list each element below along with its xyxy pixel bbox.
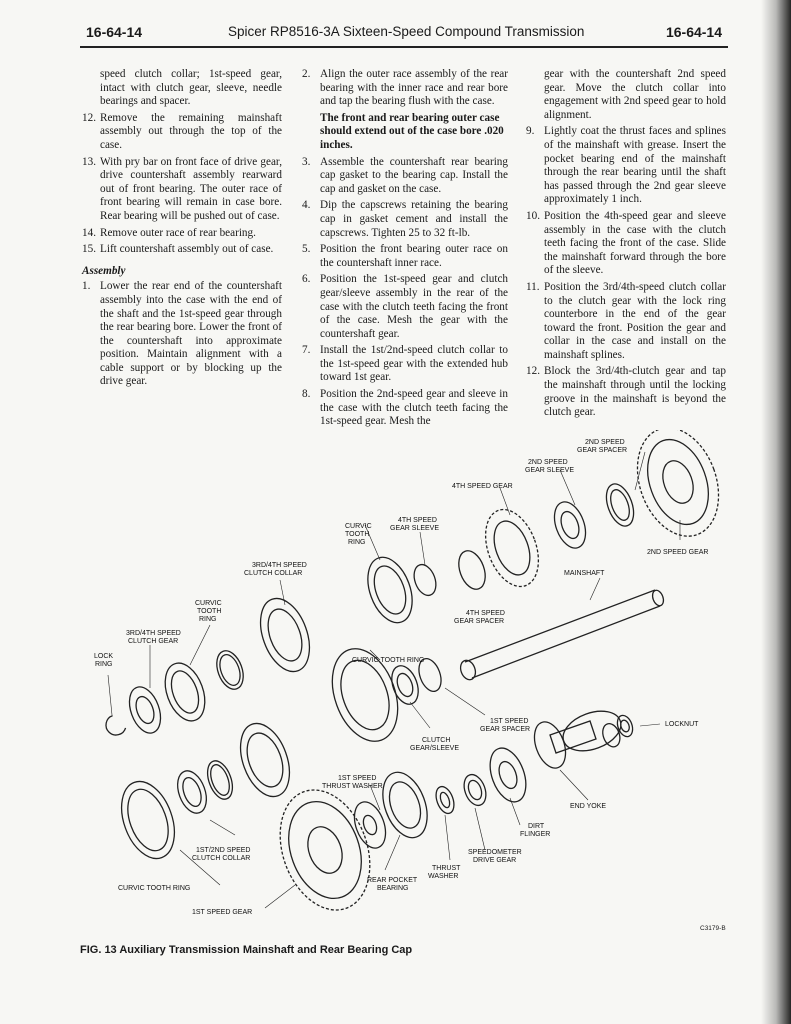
- label-curvic-tooth-ring-top: CURVIC TOOTH RING: [345, 523, 372, 546]
- leader-lines: [108, 452, 680, 908]
- label-3rd-4th-clutch-collar: 3RD/4TH SPEED CLUTCH COLLAR: [244, 562, 307, 577]
- assembly-step-6: 6. Position the 1st-speed gear and clutch gear/sleeve assembly in the rear of the case with the clutch teeth facing the front of the case. Mesh the gear with the countershaft gear.: [302, 273, 508, 340]
- first-speed-gear-part: [264, 777, 385, 922]
- rear-pocket-bearing-part: [375, 766, 436, 844]
- label-curvic-tooth-ring-left: CURVIC TOOTH RING: [195, 600, 222, 623]
- curvic-ring-gear-bottom-part: [231, 717, 298, 803]
- clutch-gear-sleeve-part: [387, 662, 423, 708]
- label-1st-speed-thrust-washer: 1ST SPEED THRUST WASHER: [322, 775, 383, 790]
- assembly-step-12: 12. Block the 3rd/4th-clutch gear and tap the mainshaft through until the locking groove in the mainshaft is beyond the clutch gear.: [526, 365, 726, 419]
- end-yoke-part: [529, 704, 627, 773]
- gear-spacer-4-part: [454, 547, 490, 593]
- curvic-tooth-ring-bottom-part: [112, 774, 184, 866]
- mainshaft-part: [458, 589, 665, 682]
- snap-ring-bottom-part: [203, 757, 237, 802]
- assembly-step-5: 5. Position the front bearing outer race on the countershaft inner race.: [302, 243, 508, 269]
- step-14: 14. Remove outer race of rear bearing.: [82, 226, 256, 239]
- dirt-flinger-part: [483, 743, 532, 807]
- label-rear-pocket-bearing: REAR POCKET BEARING: [367, 877, 418, 892]
- collar-34-part: [158, 658, 212, 727]
- label-2nd-speed-gear-spacer: 2ND SPEED GEAR SPACER: [577, 439, 628, 454]
- thrust-washer-part: [433, 784, 458, 816]
- assembly-step-2: 2. Align the outer race assembly of the rear bearing with the inner race and rear bore and tap the bearing flush with the case.: [302, 68, 508, 108]
- label-1st-2nd-clutch-collar: 1ST/2ND SPEED CLUTCH COLLAR: [192, 847, 251, 862]
- snap-ring-mid-part: [212, 647, 248, 693]
- speedometer-drive-gear-part: [460, 772, 490, 809]
- label-locknut: LOCKNUT: [665, 721, 699, 728]
- assembly-step-10: 10. Position the 4th-speed gear and sleeve assembly in the case with the clutch teeth facing the front of the case. Slide the mainshaft forward through the bore of the sleeve.: [526, 209, 726, 277]
- label-curvic-tooth-ring-bottom: CURVIC TOOTH RING: [118, 885, 191, 892]
- figure-code: C3179-B: [700, 925, 726, 932]
- label-1st-speed-gear: 1ST SPEED GEAR: [192, 909, 253, 916]
- locknut-part: [599, 713, 637, 749]
- second-speed-gear-part: [623, 430, 733, 548]
- assembly-step-9: 9. Lightly coat the thrust faces and splines of the mainshaft with grease. Insert the pocket bearing end of the mainshaft through the rear bearing until the shaft has passed through the 2nd gear sleeve approximately 1 inch.: [526, 125, 726, 206]
- label-2nd-speed-gear: 2ND SPEED GEAR: [647, 549, 709, 556]
- label-3rd-4th-clutch-gear: 3RD/4TH SPEED CLUTCH GEAR: [126, 630, 181, 645]
- text-column-1: [82, 68, 282, 392]
- page-header: [80, 22, 728, 44]
- label-speedometer-drive-gear: SPEEDOMETER DRIVE GEAR: [468, 849, 522, 864]
- exploded-view-diagram: [80, 430, 740, 940]
- gear-sleeve-4-part: [410, 562, 440, 599]
- page-number-right: 16-64-14: [665, 24, 722, 40]
- continued-text: speed clutch collar; 1st-speed gear, intact with clutch gear, sleeve, needle bearings and spacer.: [100, 68, 282, 108]
- continued-text-3: gear with the countershaft 2nd speed gear. Move the clutch collar into engagement with 2nd speed gear to hold alignment.: [544, 68, 726, 121]
- label-lock-ring: LOCK RING: [94, 653, 114, 668]
- assembly-step-7: 7. Install the 1st/2nd-speed clutch collar to the 1st-speed gear with the extended hub toward 1st gear.: [302, 344, 508, 384]
- label-end-yoke: END YOKE: [570, 803, 607, 810]
- header-rule: [80, 46, 728, 48]
- assembly-step-3: 3. Assemble the countershaft rear bearing cap gasket to the bearing cap. Install the cap and gasket on the case.: [302, 155, 508, 195]
- assembly-step-11: 11. Position the 3rd/4th-speed clutch collar to the clutch gear with the lock ring counterbore in the end of the gear toward the front. Position the gear and collar in the case and install on the mainshaft splines.: [526, 280, 726, 361]
- label-4th-speed-gear-spacer: 4TH SPEED GEAR SPACER: [454, 610, 505, 625]
- text-column-3: [526, 68, 726, 423]
- gear-spacer-2-part: [601, 480, 639, 530]
- curvic-ring-top-part: [360, 551, 421, 629]
- label-2nd-speed-gear-sleeve: 2ND SPEED GEAR SLEEVE: [525, 459, 575, 474]
- assembly-step-1: 1. Lower the rear end of the countershaft assembly into the case with the end of the shaft and the 1st-speed gear through the rear bearing bore. Lower the front of the countershaft into approximate position. Maintain alignment with a cable support or by blocking up the drive gear.: [82, 280, 282, 388]
- assembly-step-8: 8. Position the 2nd-speed gear and sleeve in the case with the clutch teeth facing the 1st-speed gear. Mesh the: [302, 388, 508, 428]
- lock-ring-part: [103, 713, 127, 738]
- section-heading-assembly: Assembly: [82, 264, 126, 277]
- bearing-note: The front and rear bearing outer case should extend out of the case bore .020 inches.: [320, 111, 504, 151]
- exploded-view-svg: [80, 430, 740, 940]
- page-title: Spicer RP8516-3A Sixteen-Speed Compound Transmission: [228, 24, 585, 39]
- label-dirt-flinger: DIRT FLINGER: [520, 823, 551, 838]
- figure-caption: FIG. 13 Auxiliary Transmission Mainshaft and Rear Bearing Cap: [80, 944, 413, 956]
- label-1st-speed-gear-spacer: 1ST SPEED GEAR SPACER: [480, 718, 531, 733]
- step-12: 12. Remove the remaining mainshaft assembly out through the top of the case.: [82, 111, 282, 151]
- label-clutch-gear-sleeve: CLUTCH GEAR/SLEEVE: [410, 737, 460, 752]
- label-thrust-washer: THRUST WASHER: [428, 865, 461, 880]
- label-4th-speed-gear-sleeve: 4TH SPEED GEAR SLEEVE: [390, 517, 440, 532]
- step-13: 13. With pry bar on front face of drive gear, drive countershaft assembly rearward out of front bearing. The outer race of front bearing will remain in case bore. Rear bearing will be pushed out of case.: [82, 155, 282, 222]
- clutch-gear-34-part: [124, 683, 167, 738]
- label-curvic-tooth-ring-mid: CURVIC TOOTH RING: [352, 657, 425, 664]
- assembly-step-4: 4. Dip the capscrews retaining the bearing cap in gasket cement and install the capscrews. Tighten 25 to 32 ft-lb.: [302, 199, 508, 239]
- clutch-collar-12-part: [172, 767, 211, 817]
- label-4th-speed-gear: 4TH SPEED GEAR: [452, 483, 513, 490]
- gear-sleeve-2-part: [549, 498, 592, 553]
- step-15: 15. Lift countershaft assembly out of case.: [82, 243, 274, 256]
- text-column-2: [302, 68, 508, 432]
- label-mainshaft: MAINSHAFT: [564, 570, 605, 577]
- page-binding-shadow: [761, 0, 791, 1024]
- page-number-left: 16-64-14: [86, 24, 143, 40]
- fourth-speed-gear-part: [476, 502, 548, 594]
